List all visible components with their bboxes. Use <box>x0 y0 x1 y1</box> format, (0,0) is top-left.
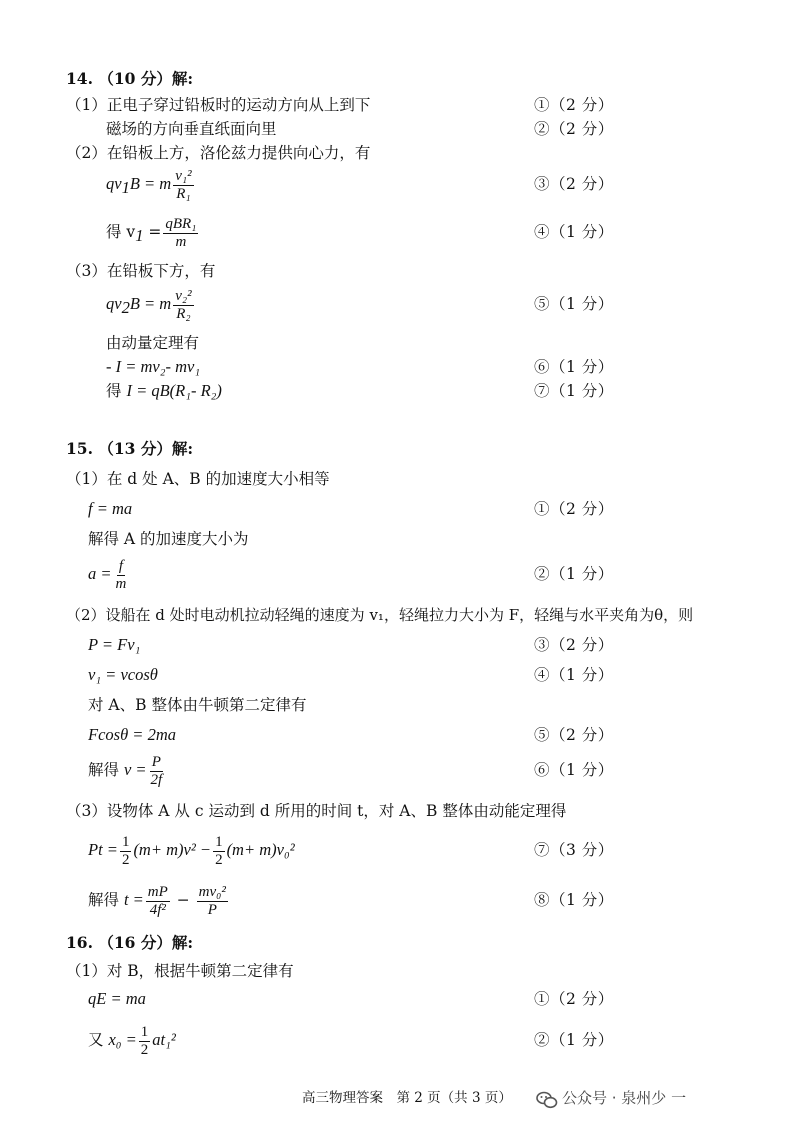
q16-eq-2-row <box>0 1016 800 1064</box>
q16-eq-2: 又 x₀ = $\frac{1}{2}$ at₁² <box>88 1023 176 1058</box>
q14-score-5: ⑤（1 分） <box>534 295 614 313</box>
q15-header-row <box>0 434 800 464</box>
q16-eq-1: qE = ma <box>88 989 146 1008</box>
q15-score-3: ③（2 分） <box>534 636 614 654</box>
q15-row-1 <box>0 464 800 494</box>
q14-eq-7-row <box>0 376 800 406</box>
q14-eq-5: $qv_2B = m$ $\frac{\text{v₂²}}{\text{R₂}}$ <box>106 287 192 322</box>
q15-row-3 <box>0 600 800 630</box>
q14-score-7: ⑦（1 分） <box>534 382 614 400</box>
q14-eq-3-row <box>0 160 800 208</box>
page-footer <box>0 1083 800 1113</box>
q14-eq-4-row <box>0 208 800 256</box>
q14-header: 14. （10 分）解: <box>66 69 194 88</box>
q14-eq-3: $qv_1B = m$ $\frac{\text{v₁²}}{\text{R₁}}$ <box>106 167 192 202</box>
q15-score-6: ⑥（1 分） <box>534 761 614 779</box>
q16-score-1: ①（2 分） <box>534 990 614 1008</box>
q14-score-1: ①（2 分） <box>534 96 614 114</box>
q15-score-7: ⑦（3 分） <box>534 841 614 859</box>
q15-eq-8-row <box>0 876 800 924</box>
q15-eq-6: 解得 v = $\frac{P}{2f}$ <box>88 753 163 788</box>
q16-score-2: ②（1 分） <box>534 1031 614 1049</box>
q16-row-1 <box>0 956 800 986</box>
watermark-text: 公众号 · 泉州少 一 <box>562 1089 687 1107</box>
q14-score-3: ③（2 分） <box>534 175 614 193</box>
q16-eq-1-row <box>0 984 800 1014</box>
q15-line-5: （3）设物体 A 从 c 运动到 d 所用的时间 t，对 A、B 整体由动能定理得 <box>66 802 567 820</box>
q14-eq-6: - I = mv₂- mv₁ <box>106 357 201 376</box>
q15-line-4: 对 A、B 整体由牛顿第二定律有 <box>88 696 307 714</box>
q15-eq-6-row <box>0 746 800 794</box>
q15-score-4: ④（1 分） <box>534 666 614 684</box>
q15-score-8: ⑧（1 分） <box>534 891 614 909</box>
q15-eq-4-row <box>0 660 800 690</box>
q15-eq-3: P = Fv₁ <box>88 635 141 654</box>
q15-line-1: （1）在 d 处 A、B 的加速度大小相等 <box>66 470 330 488</box>
q15-score-5: ⑤（2 分） <box>534 726 614 744</box>
q14-score-4: ④（1 分） <box>534 223 614 241</box>
q15-eq-1: f = ma <box>88 499 133 518</box>
q15-row-4 <box>0 690 800 720</box>
q14-eq-5-row <box>0 280 800 328</box>
q15-eq-2-row <box>0 550 800 598</box>
q14-score-2: ②（2 分） <box>534 120 614 138</box>
q15-eq-1-row <box>0 494 800 524</box>
watermark <box>536 1083 686 1113</box>
q14-line-6: 由动量定理有 <box>106 334 200 352</box>
footer-page-info: 高三物理答案 第 2 页（共 3 页） <box>302 1090 512 1106</box>
q15-line-3: （2）设船在 d 处时电动机拉动轻绳的速度为 v₁，轻绳拉力大小为 F，轻绳与水平夹角为θ，则 <box>66 606 694 624</box>
q15-eq-3-row <box>0 630 800 660</box>
q15-eq-2: a = $\frac{f}{m}$ <box>88 557 127 592</box>
q15-eq-7-row <box>0 826 800 874</box>
q14-line-2: 磁场的方向垂直纸面向里 <box>106 120 277 138</box>
q14-line-1: （1）正电子穿过铅板时的运动方向从上到下 <box>66 96 371 114</box>
q14-line-5: （3）在铅板下方，有 <box>66 262 216 280</box>
q15-row-5 <box>0 796 800 826</box>
q14-eq-7: 得 I = qB(R₁- R₂) <box>106 381 222 400</box>
q14-score-6: ⑥（1 分） <box>534 358 614 376</box>
q15-eq-5: Fcosθ = 2ma <box>88 725 176 744</box>
q15-score-1: ①（2 分） <box>534 500 614 518</box>
q16-line-1: （1）对 B，根据牛顿第二定律有 <box>66 962 294 980</box>
q15-header: 15. （13 分）解: <box>66 439 194 458</box>
q15-eq-7: Pt = $\frac{1}{2}$ (m+ m)v² − $\frac{1}{2}$ (m+ m)v₀² <box>88 833 295 868</box>
q16-header-row <box>0 928 800 958</box>
q14-eq-4: 得 $v_1$ = $\frac{\text{qBR₁}}{m}$ <box>106 215 197 250</box>
q16-header: 16. （16 分）解: <box>66 933 194 952</box>
q15-eq-8: 解得 t = $\frac{mP}{\text{4f²}}$ − $\frac{\text{mv₀²}}{P}$ <box>88 883 226 918</box>
q14-line-3: （2）在铅板上方，洛伦兹力提供向心力，有 <box>66 144 371 162</box>
q15-score-2: ②（1 分） <box>534 565 614 583</box>
wechat-icon <box>536 1089 558 1107</box>
q15-line-2: 解得 A 的加速度大小为 <box>88 530 249 548</box>
q15-eq-4: v₁ = vcosθ <box>88 665 158 684</box>
